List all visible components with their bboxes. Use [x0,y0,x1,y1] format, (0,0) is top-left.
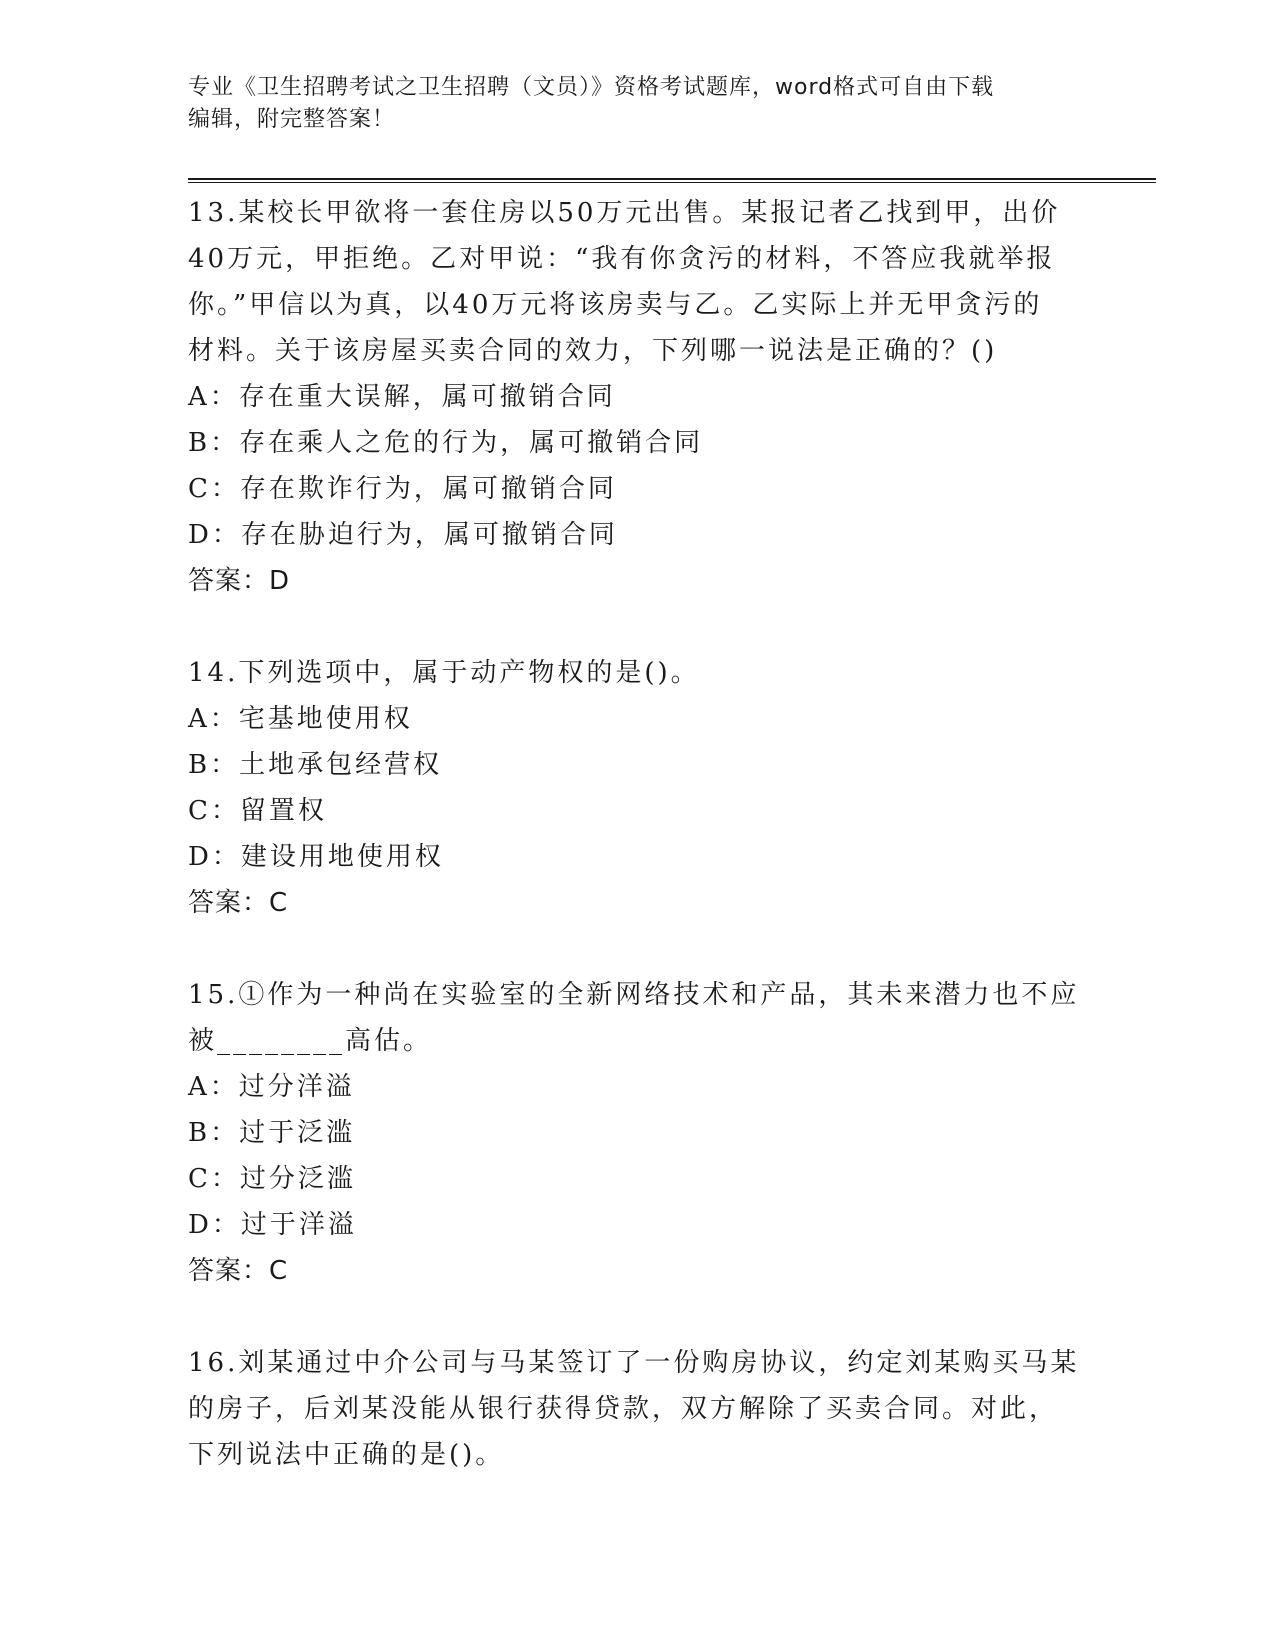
question-15-line-1: 15.①作为一种尚在实验室的全新网络技术和产品，其未来潜力也不应 [188,980,1080,1010]
question-13-line-3: 你。”甲信以为真，以40万元将该房卖与乙。乙实际上并无甲贪污的 [188,290,1043,320]
question-13-option-c: C：存在欺诈行为，属可撤销合同 [188,474,617,504]
question-14-line-1: 14.下列选项中，属于动产物权的是()。 [188,658,700,688]
question-14-option-d: D：建设用地使用权 [188,842,444,872]
question-15-option-a: A：过分洋溢 [188,1072,355,1102]
question-15-line-2: 被________高估。 [188,1026,433,1056]
document-header [188,72,1088,136]
question-15-option-b: B：过于泛滥 [188,1118,356,1148]
question-13-option-d: D：存在胁迫行为，属可撤销合同 [188,520,618,550]
question-13-answer: 答案：D [188,566,291,596]
question-13-line-2: 40万元，甲拒绝。乙对甲说：“我有你贪污的材料，不答应我就举报 [188,244,1056,274]
question-15 [188,972,1088,1294]
header-line-2: 编辑，附完整答案！ [188,107,396,132]
question-14-option-c: C：留置权 [188,796,327,826]
question-14-option-b: B：土地承包经营权 [188,750,443,780]
question-13 [188,190,1088,604]
question-13-option-a: A：存在重大误解，属可撤销合同 [188,382,616,412]
question-16-line-1: 16.刘某通过中介公司与马某签订了一份购房协议，约定刘某购买马某 [188,1348,1080,1378]
question-15-option-d: D：过于洋溢 [188,1210,357,1240]
question-14-option-a: A：宅基地使用权 [188,704,413,734]
spacer [188,604,1088,650]
question-14 [188,650,1088,926]
question-13-option-b: B：存在乘人之危的行为，属可撤销合同 [188,428,704,458]
question-16-line-2: 的房子，后刘某没能从银行获得贷款，双方解除了买卖合同。对此， [188,1394,1059,1424]
question-16-line-3: 下列说法中正确的是()。 [188,1440,505,1470]
question-13-line-1: 13.某校长甲欲将一套住房以50万元出售。某报记者乙找到甲，出价 [188,198,1061,228]
header-line-1: 专业《卫生招聘考试之卫生招聘（文员）》资格考试题库，word格式可自由下载 [188,75,995,100]
spacer [188,1294,1088,1340]
question-16 [188,1340,1088,1478]
question-15-option-c: C：过分泛滥 [188,1164,356,1194]
question-14-answer: 答案：C [188,888,289,918]
question-15-answer: 答案：C [188,1256,289,1286]
spacer [188,926,1088,972]
header-divider-thick [188,178,1156,180]
question-13-line-4: 材料。关于该房屋买卖合同的效力，下列哪一说法是正确的？() [188,336,998,366]
question-list [188,190,1088,1478]
header-divider-thin [188,182,1156,183]
